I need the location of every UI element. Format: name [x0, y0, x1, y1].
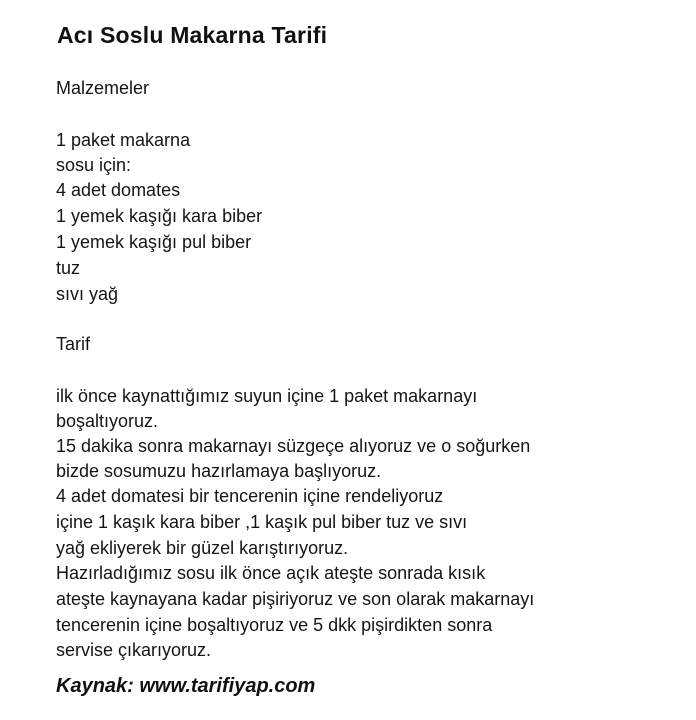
- instruction-line: ateşte kaynayana kadar pişiriyoruz ve son olarak makarnayı: [56, 589, 535, 609]
- instruction-line: bizde sosumuzu hazırlamaya başlıyoruz.: [56, 461, 382, 481]
- ingredients-heading: Malzemeler: [56, 78, 150, 98]
- instruction-line: içine 1 kaşık kara biber ,1 kaşık pul biber tuz ve sıvı: [56, 512, 468, 532]
- recipe-title: Acı Soslu Makarna Tarifi: [57, 22, 328, 48]
- instruction-line: servise çıkarıyoruz.: [56, 640, 212, 660]
- ingredient-item: 1 yemek kaşığı kara biber: [56, 206, 263, 226]
- ingredient-item: tuz: [56, 258, 81, 278]
- ingredient-item: sosu için:: [56, 155, 132, 175]
- instruction-line: Hazırladığımız sosu ilk önce açık ateşte sonrada kısık: [56, 563, 486, 583]
- instructions-heading: Tarif: [56, 334, 91, 354]
- instruction-line: yağ ekliyerek bir güzel karıştırıyoruz.: [56, 538, 349, 558]
- instruction-line: 4 adet domatesi bir tencerenin içine rendeliyoruz: [56, 486, 444, 506]
- instruction-line: ilk önce kaynattığımız suyun içine 1 paket makarnayı: [56, 386, 478, 406]
- instruction-line: boşaltıyoruz.: [56, 411, 159, 431]
- ingredient-item: 1 paket makarna: [56, 130, 191, 150]
- instruction-line: tencerenin içine boşaltıyoruz ve 5 dkk pişirdikten sonra: [56, 615, 493, 635]
- ingredient-item: sıvı yağ: [56, 284, 119, 304]
- ingredient-item: 4 adet domates: [56, 180, 181, 200]
- ingredient-item: 1 yemek kaşığı pul biber: [56, 232, 252, 252]
- instruction-line: 15 dakika sonra makarnayı süzgeçe alıyoruz ve o soğurken: [56, 436, 531, 456]
- source-credit: Kaynak: www.tarifiyap.com: [56, 675, 316, 697]
